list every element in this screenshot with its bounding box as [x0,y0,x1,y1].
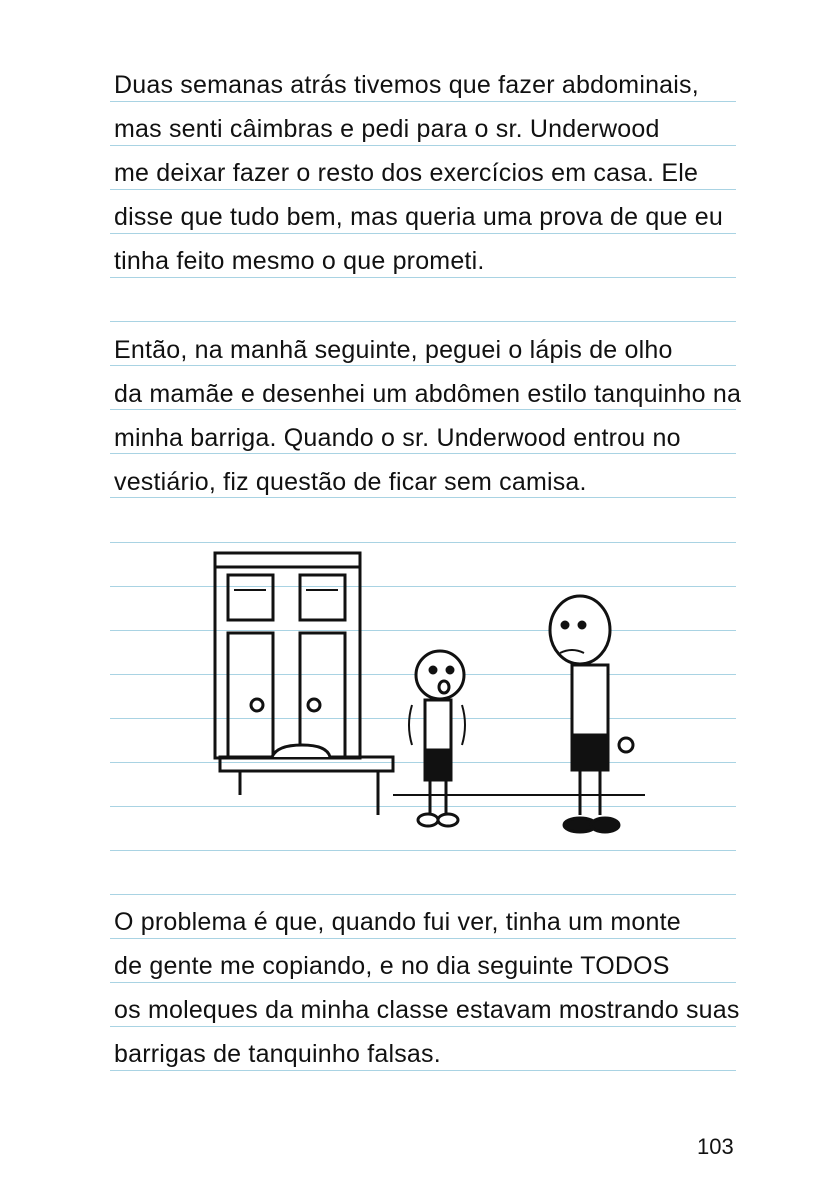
text-line: vestiário, fiz questão de ficar sem camisa. [114,468,587,496]
lockers [215,553,360,758]
ruled-line [110,145,736,146]
ruled-line [110,1026,736,1027]
text-line: de gente me copiando, e no dia seguinte TODOS [114,952,670,980]
ruled-line [110,453,736,454]
ruled-line [110,1070,736,1071]
text-line: Então, na manhã seguinte, peguei o lápis de olho [114,336,673,364]
ruled-line [110,189,736,190]
text-line: O problema é que, quando fui ver, tinha um monte [114,908,681,936]
text-line: mas senti câimbras e pedi para o sr. Underwood [114,115,660,143]
ruled-line [110,894,736,895]
illustration-locker-room [200,545,660,845]
text-line: da mamãe e desenhei um abdômen estilo tanquinho na [114,380,742,408]
text-line: disse que tudo bem, mas queria uma prova de que eu [114,203,723,231]
ruled-line [110,542,736,543]
ruled-line [110,101,736,102]
text-line: minha barriga. Quando o sr. Underwood entrou no [114,424,681,452]
mr-underwood-character [550,596,633,832]
ruled-line [110,938,736,939]
greg-character [409,651,465,826]
ruled-line [110,409,736,410]
text-line: Duas semanas atrás tivemos que fazer abdominais, [114,71,699,99]
ruled-line [110,277,736,278]
ruled-line [110,321,736,322]
ruled-line [110,850,736,851]
page-number: 103 [697,1134,734,1159]
ruled-line [110,233,736,234]
text-line: tinha feito mesmo o que prometi. [114,247,485,275]
ruled-line [110,365,736,366]
text-line: barrigas de tanquinho falsas. [114,1040,441,1068]
ruled-line [110,982,736,983]
text-line: me deixar fazer o resto dos exercícios em casa. Ele [114,159,699,187]
text-line: os moleques da minha classe estavam mostrando suas [114,996,740,1024]
ruled-line [110,497,736,498]
